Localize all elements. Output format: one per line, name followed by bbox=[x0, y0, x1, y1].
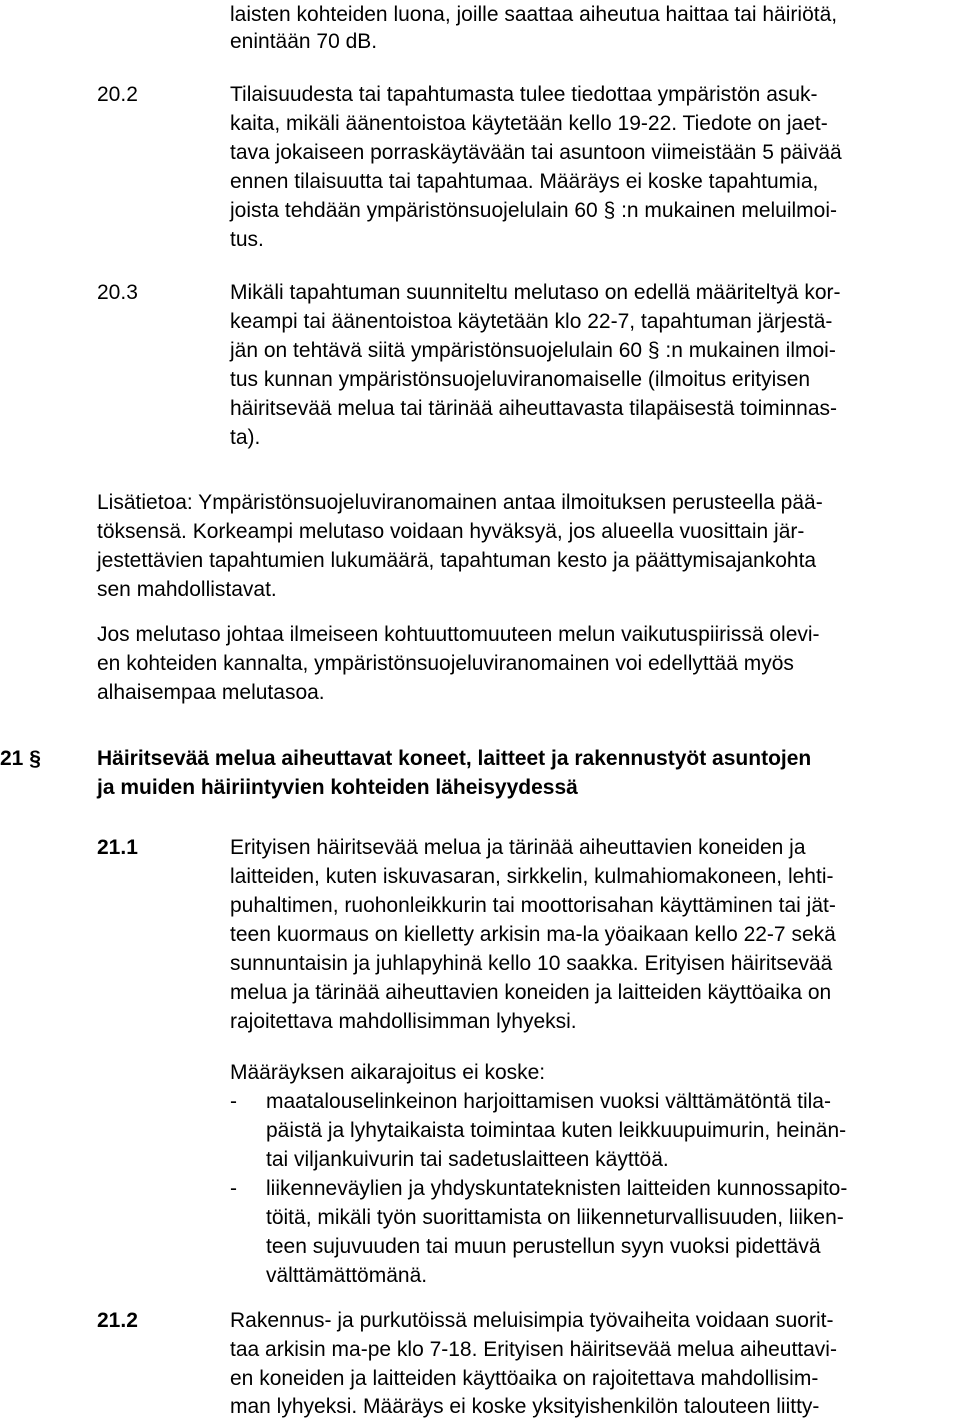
text-line: laitteiden, kuten iskuvasaran, sirkkelin, kulmahiomakoneen, lehti- bbox=[230, 865, 834, 888]
text-line: Mikäli tapahtuman suunniteltu melutaso on edellä määriteltyä kor- bbox=[230, 281, 841, 304]
section-title: ja muiden häiriintyvien kohteiden läheisyydessä bbox=[97, 776, 578, 799]
exceptions-heading: Määräyksen aikarajoitus ei koske: bbox=[230, 1061, 546, 1084]
text-line: välttämättömänä. bbox=[266, 1264, 428, 1287]
text-line: en kohteiden kannalta, ympäristönsuojeluviranomainen voi edellyttää myös bbox=[97, 652, 794, 675]
section-number: 20.2 bbox=[97, 83, 138, 106]
text-line: Lisätietoa: Ympäristönsuojeluviranomainen antaa ilmoituksen perusteella pää- bbox=[97, 491, 823, 514]
text-line: teen sujuvuuden tai muun perustellun syyn vuoksi pidettävä bbox=[266, 1235, 821, 1258]
text-line: laisten kohteiden luona, joille saattaa aiheutua haittaa tai häiriötä, bbox=[230, 3, 838, 26]
text-line: jestettävien tapahtumien lukumäärä, tapahtuman kesto ja päättymisajankohta bbox=[97, 549, 817, 572]
text-line: tai viljankuivurin tai sadetuslaitteen käyttöä. bbox=[266, 1148, 669, 1171]
text-line: en koneiden ja laitteiden käyttöaika on rajoitettava mahdollisim- bbox=[230, 1367, 819, 1390]
text-line: melua ja tärinää aiheuttavien koneiden ja laitteiden käyttöaika on bbox=[230, 981, 832, 1004]
text-line: Jos melutaso johtaa ilmeiseen kohtuuttomuuteen melun vaikutuspiirissä olevi- bbox=[97, 623, 820, 646]
bullet-marker: - bbox=[230, 1177, 237, 1200]
section-number: 21.2 bbox=[97, 1309, 138, 1332]
text-line: jän on tehtävä siitä ympäristönsuojelulain 60 § :n mukainen ilmoi- bbox=[230, 339, 836, 362]
text-line: Erityisen häiritsevää melua ja tärinää aiheuttavien koneiden ja bbox=[230, 836, 806, 859]
text-line: ennen tilaisuutta tai tapahtumaa. Määräys ei koske tapahtumia, bbox=[230, 170, 819, 193]
text-line: sunnuntaisin ja juhlapyhinä kello 10 saakka. Erityisen häiritsevää bbox=[230, 952, 833, 975]
text-line: Rakennus- ja purkutöissä meluisimpia työvaiheita voidaan suorit- bbox=[230, 1309, 834, 1332]
text-line: rajoitettava mahdollisimman lyhyeksi. bbox=[230, 1010, 577, 1033]
text-line: puhaltimen, ruohonleikkurin tai moottorisahan käyttäminen tai jät- bbox=[230, 894, 836, 917]
text-line: tus kunnan ympäristönsuojeluviranomaiselle (ilmoitus erityisen bbox=[230, 368, 811, 391]
text-line: maatalouselinkeinon harjoittamisen vuoksi välttämätöntä tila- bbox=[266, 1090, 831, 1113]
bullet-marker: - bbox=[230, 1090, 237, 1113]
text-line: enintään 70 dB. bbox=[230, 30, 378, 53]
section-title: Häiritsevää melua aiheuttavat koneet, laitteet ja rakennustyöt asuntojen bbox=[97, 747, 812, 770]
section-number: 20.3 bbox=[97, 281, 138, 304]
text-line: liikenneväylien ja yhdyskuntateknisten laitteiden kunnossapito- bbox=[266, 1177, 848, 1200]
text-line: kaita, mikäli äänentoistoa käytetään kello 19-22. Tiedote on jaet- bbox=[230, 112, 828, 135]
text-line: keampi tai äänentoistoa käytetään klo 22-7, tapahtuman järjestä- bbox=[230, 310, 833, 333]
text-line: häiritsevää melua tai tärinää aiheuttavasta tilapäisestä toiminnas- bbox=[230, 397, 838, 420]
text-line: ta). bbox=[230, 426, 261, 449]
text-line: taa arkisin ma-pe klo 7-18. Erityisen häiritsevää melua aiheuttavi- bbox=[230, 1338, 837, 1361]
section-number: 21 § bbox=[0, 747, 41, 770]
text-line: alhaisempaa melutasoa. bbox=[97, 681, 325, 704]
text-line: joista tehdään ympäristönsuojelulain 60 § :n mukainen meluilmoi- bbox=[230, 199, 838, 222]
text-line: päistä ja lyhytaikaista toimintaa kuten leikkuupuimurin, heinän- bbox=[266, 1119, 847, 1142]
section-number: 21.1 bbox=[97, 836, 138, 859]
text-line: tus. bbox=[230, 228, 264, 251]
text-line: töitä, mikäli työn suorittamista on liikenneturvallisuuden, liiken- bbox=[266, 1206, 844, 1229]
text-line: töksensä. Korkeampi melutaso voidaan hyväksyä, jos alueella vuosittain jär- bbox=[97, 520, 805, 543]
text-line: tava jokaiseen porraskäytävään tai asuntoon viimeistään 5 päivää bbox=[230, 141, 842, 164]
text-line: sen mahdollistavat. bbox=[97, 578, 277, 601]
text-line: Tilaisuudesta tai tapahtumasta tulee tiedottaa ympäristön asuk- bbox=[230, 83, 818, 106]
text-line: teen kuormaus on kielletty arkisin ma-la yöaikaan kello 22-7 sekä bbox=[230, 923, 836, 946]
text-line: man lyhyeksi. Määräys ei koske yksityishenkilön talouteen liitty- bbox=[230, 1395, 820, 1418]
